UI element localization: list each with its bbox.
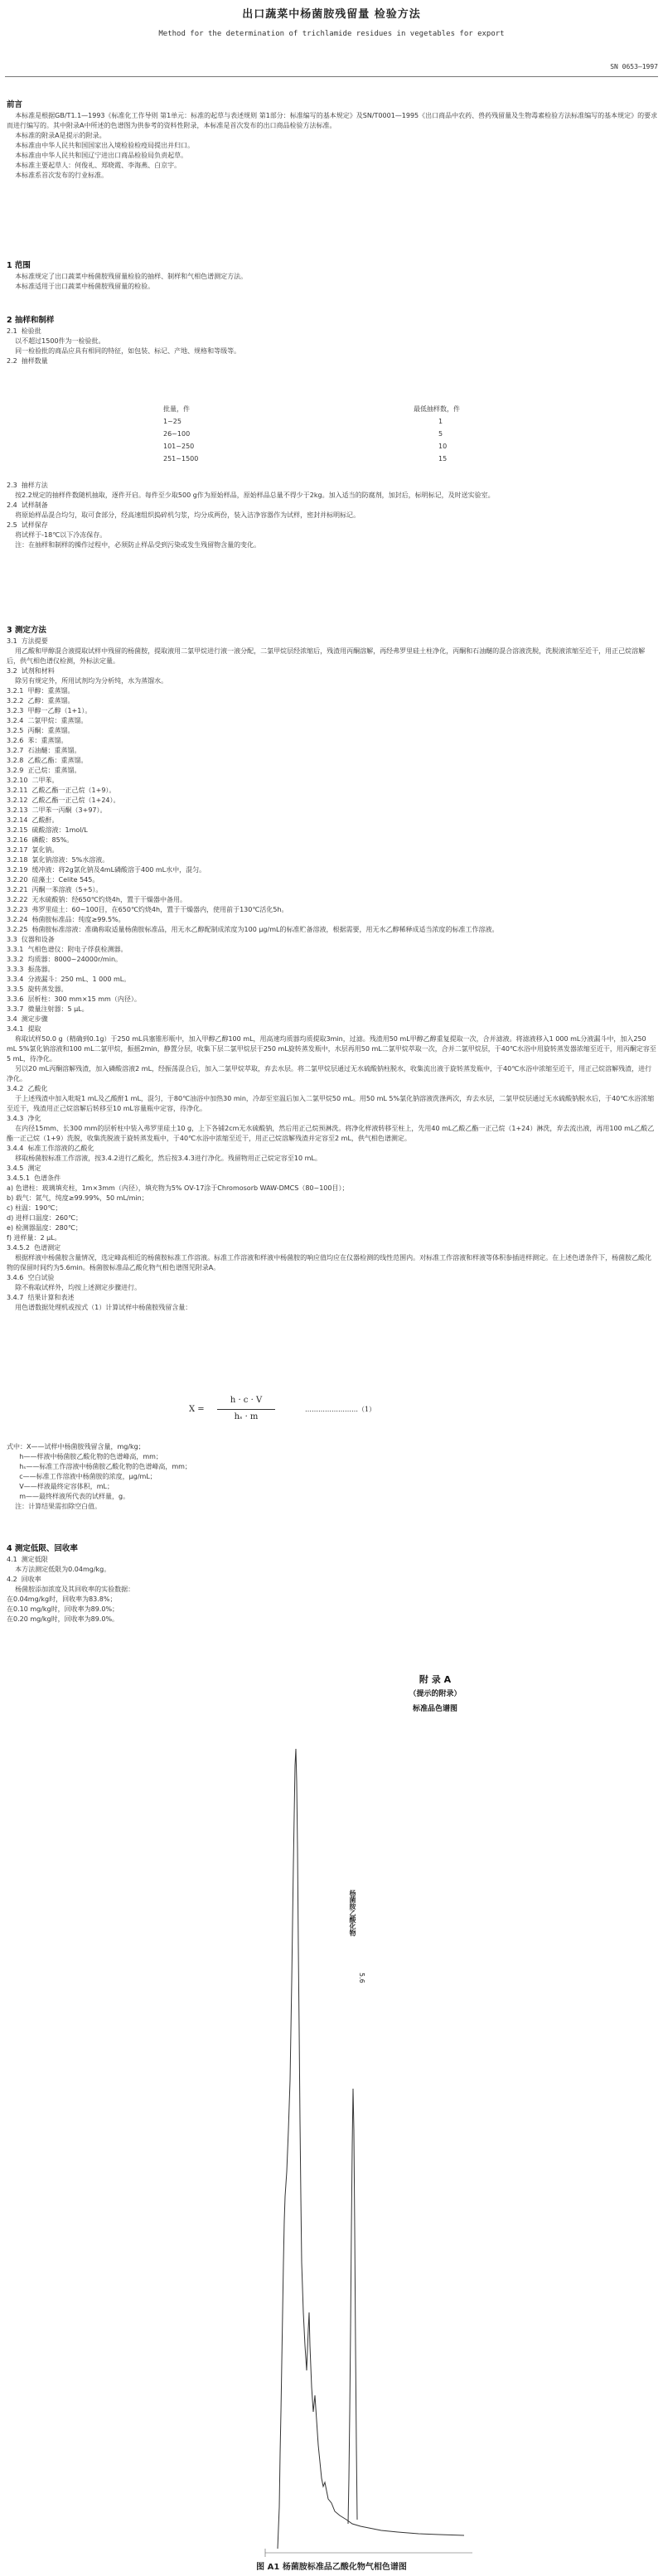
section-2-body-continued: 2.3 抽样方法 按2.2规定的抽样件数随机抽取，逐件开启。每件至少取500 g作为原始样品，原始样品总量不得少于2kg。加入适当的防腐剂，加封后，标明标记，及时送实验室。 2.4 试样制备 将原始样品混合均匀，取可食部分，经高速组织捣碎机匀浆，均分成两份，装入洁净容器作为试样，密封并标明标记。 2.5 试样保存 将试样于-18℃以下冷冻保存。 注：在抽样和制样的操作过程中，必须防止样品受到污染或发生残留物含量的变化。 — [7, 482, 495, 549]
formula-lhs: X = — [189, 1405, 205, 1414]
annex-note: （提示的附录） — [409, 1690, 462, 1698]
fraction-bar — [217, 1409, 275, 1410]
sampling-table — [162, 402, 510, 466]
formula-denominator: hₛ · m — [234, 1412, 259, 1421]
chromatogram — [249, 1732, 547, 2557]
document-title: 出口蔬菜中杨菌胺残留量 检验方法 — [242, 8, 421, 21]
section-4-heading: 4 测定低限、回收率 — [7, 1544, 78, 1553]
table-cell: 5 — [438, 430, 443, 438]
standard-number: SN 0653—1997 — [610, 63, 658, 70]
figure-caption: 图 A1 杨菌胺标准品乙酸化物气相色谱图 — [256, 2563, 407, 2572]
table-cell: 15 — [438, 455, 448, 462]
section-2-heading: 2 抽样和制样 — [7, 316, 55, 325]
foreword-body: 本标准是根据GB/T1.1—1993《标准化工作导则 第1单元：标准的起草与表述规则 第1部分：标准编写的基本规定》及SN/T0001—1995《出口商品中农药、兽药残留量及生物毒素检验方法标准编写的基本规定》的要求而进行编写的。其中附录A中所述的色谱图为供参考的资料性附录，本标准是首次发布的出口商品检验方法标准。 本标准的附录A是提示的附录。 本标准由中华人民共和国国家出入境检验检疫局提出并归口。 本标准由中华人民共和国辽宁进出口商品检验局负责起草。 本标准主要起草人：何俊礼、郑晓霞、李海燕、白京宇。 本标准系首次发布的行业标准。 — [7, 112, 658, 179]
section-2-body: 2.1 检验批 以不超过1500件为一检验批。 同一检验批的商品应具有相同的特征，如包装、标记、产地、规格和等级等。 2.2 抽样数量 — [7, 327, 241, 365]
variable-definitions: 式中：X——试样中杨菌胺残留含量，mg/kg； h——样液中杨菌胺乙酸化物的色谱峰高，mm； hₛ——标准工作溶液中杨菌胺乙酸化物的色谱峰高，mm； c——标准工作溶液中杨菌胺的浓度，μg/mL； V——样液最终定容体积，mL； m——最终样液所代表的试样量，g。 注：计算结果需扣除空白值。 — [7, 1443, 191, 1510]
section-3-body: 3.1 方法提要 用乙酸和甲醇混合液提取试样中残留的杨菌胺，提取液用二氯甲烷进行液一液分配，二氯甲烷层经浓缩后，残渣用丙酮溶解，再经弗罗里硅土柱净化，丙酮和石油醚的混合溶液洗脱，洗脱液浓缩至近干，用正己烷溶解后，供气相色谱仪检测，外标法定量。 3.2 试剂和材料 除另有规定外，所用试剂均为分析纯，水为蒸馏水。 3.2.1 甲醇：重蒸馏。 3.2.2 乙醇：重蒸馏。 3.2.3 甲醇一乙醇（1+1）。 3.2.4 二氯甲烷：重蒸馏。 3.2.5 丙酮：重蒸馏。 3.2.6 苯：重蒸馏。 3.2.7 石油醚：重蒸馏。 3.2.8 乙酸乙酯：重蒸馏。 3.2.9 正己烷：重蒸馏。 3.2.10 二甲苯。 3.2.11 乙酸乙酯一正己烷（1+9）。 3.2.12 乙酸乙酯一正己烷（1+24）。 3.2.13 二甲苯一丙酮（3+97）。 3.2.14 乙酸酐。 3.2.15 硫酸溶液：1mol/L 3.2.16 磷酸：85%。 3.2.17 氯化钠。 3.2.18 氯化钠溶液：5%水溶液。 3.2.19 缓冲液：将2g氯化钠及4mL磷酸溶于400 mL水中，混匀。 3.2.20 硅藻土：Celite 545。 3.2.21 丙酮一苯溶液（5+5）。 3.2.22 无水硫酸钠：经650℃灼烧4h，置于干燥器中备用。 3.2.23 弗罗里硅土：60~100目，在650℃灼烧4h，置于干燥器内，使用前于130℃活化5h。 3.2.24 杨菌胺标准品：纯度≥99.5%。 3.2.25 杨菌胺标准溶液：准确称取适量杨菌胺标准品，用无水乙醇配制成浓度为100 μg/mL的标准贮备溶液，根据需要，用无水乙醇稀释成适当浓度的标准工作溶液。 3.3 仪器和设备 3.3.1 气相色谱仪：附电子俘获检测器。 3.3.2 均质器：8000~24000r/min。 3.3.3 振荡器。 3.3.4 分液漏斗：250 mL、1 000 mL。 3.3.5 旋转蒸发器。 3.3.6 层析柱：300 mm×15 mm（内径）。 3.3.7 微量注射器：5 μL。 3.4 测定步骤 3.4.1 提取 称取试样50.0 g（精确到0.1g）于250 mL具塞锥形瓶中，加入甲醇乙醇100 mL，用高速均质器均质提取3min，过滤。残渣用50 mL甲醇乙醇重复提取一次，合并滤液。将滤液移入1 000 mL分液漏斗中，加入250 mL 5%氯化钠溶液和100 mL二氯甲烷，振摇2min，静置分层，收集下层二氯甲烷层于250 mL旋转蒸发瓶中，水层再用50 mL二氯甲烷萃取一次，合并二氯甲烷层，于40℃水浴中用旋转蒸发器浓缩至近干，用丙酮定容至5 mL，待净化。 另以20 mL丙酮溶解残渣，加入磷酸溶液2 mL，经振荡混合后，加入二氯甲烷萃取，弃去水层。将二氯甲烷层通过无水硫酸钠柱脱水，收集流出液于旋转蒸发瓶中，于40℃水浴中浓缩至近干，用正己烷溶解残渣，进行净化。 3.4.2 乙酸化 于上述残渣中加入吡啶1 mL及乙酸酐1 mL，混匀，于80℃油浴中加热30 min，冷却至室温后加入二氯甲烷50 mL。用50 mL 5%氯化钠溶液洗涤两次，弃去水层，二氯甲烷层通过无水硫酸钠脱水后，于40℃水浴浓缩至近干，残渣用正己烷溶解后转移至10 mL容量瓶中定容，待净化。 3.4.3 净化 在内径15mm、长300 mm的层析柱中装入弗罗里硅土10 g，上下各铺2cm无水硫酸钠，然后用正己烷预淋洗。将净化样液转移至柱上，先用40 mL乙酸乙酯一正己烷（1+24）淋洗，弃去流出液，再用100 mL乙酸乙酯一正己烷（1+9）洗脱，收集洗脱液于旋转蒸发瓶中，于40℃水浴中浓缩至近干，用正己烷溶解残渣并定容至2 mL，供气相色谱测定。 3.4.4 标准工作溶液的乙酸化 移取杨菌胺标准工作溶液，按3.4.2进行乙酸化，然后按3.4.3进行净化。残留物用正己烷定容至10 mL。 3.4.5 测定 3.4.5.1 色谱条件 a) 色谱柱：玻璃填充柱，1m×3mm（内径），填充物为5% OV-17涂于Chromosorb WAW-DMCS（80~100目）； b) 载气：氮气，纯度≥99.99%，50 mL/min； c) 柱温：190℃； d) 进样口温度：260℃； e) 检测器温度：280℃； f) 进样量：2 μL。 3.4.5.2 色谱测定 根据样液中杨菌胺含量情况，选定峰高相近的杨菌胺标准工作溶液。标准工作溶液和样液中杨菌胺的响应值均应在仪器检测的线性范围内。对标准工作溶液和样液等体积参插进样测定。在上述色谱条件下，杨菌胺乙酸化物的保留时间约为5.6min。杨菌胺标准品乙酸化物气相色谱图见附录A。 3.4.6 空白试验 除不称取试样外，均按上述测定步骤进行。 3.4.7 结果计算和表述 用色谱数据处理机或按式（1）计算试样中杨菌胺残留含量： — [7, 637, 656, 1311]
document-title-english: Method for the determination of trichlamide residues in vegetables for export — [158, 30, 505, 38]
annex-subtitle: 标准品色谱图 — [412, 1705, 457, 1713]
peak-label: 杨菌胺乙酸化物 — [349, 1890, 356, 1936]
section-1-body: 本标准规定了出口蔬菜中杨菌胺残留量检验的抽样、制样和气相色谱测定方法。 本标准适用于出口蔬菜中杨菌胺残留量的检验。 — [15, 273, 248, 290]
table-cell: 1~25 — [163, 418, 181, 425]
table-header-cell: 批量，件 — [163, 405, 190, 413]
table-cell: 26~100 — [163, 430, 191, 438]
table-cell: 10 — [438, 443, 448, 450]
formula-numerator: h · c · V — [230, 1396, 263, 1405]
retention-time-label: 5.6 — [358, 1973, 365, 1983]
table-cell: 101~250 — [163, 443, 195, 450]
table-header-cell: 最低抽样数，件 — [414, 405, 460, 413]
header-rule — [5, 76, 658, 77]
section-3-heading: 3 测定方法 — [7, 626, 46, 635]
table-row — [163, 453, 508, 464]
annex-label: 附 录 A — [419, 1674, 452, 1685]
chromatogram-trace — [278, 1749, 464, 2549]
table-header-row — [163, 404, 508, 414]
formula-equation-number: ……………………（1） — [305, 1406, 376, 1413]
table-row — [163, 441, 508, 452]
foreword-heading: 前言 — [7, 100, 23, 109]
table-cell: 251~1500 — [163, 455, 199, 462]
formula — [189, 1396, 446, 1427]
peak-trichlamide — [348, 2089, 357, 2524]
table-cell: 1 — [438, 418, 443, 425]
section-4-body: 4.1 测定低限 本方法测定低限为0.04mg/kg。 4.2 回收率 杨菌胺添加浓度及其回收率的实验数据： 在0.04mg/kg时，回收率为83.8%； 在0.10 mg/kg时，回收率为89.0%； 在0.20 mg/kg时，回收率为89.0%。 — [7, 1556, 135, 1623]
section-1-heading: 1 范围 — [7, 261, 31, 270]
table-row — [163, 429, 508, 439]
table-row — [163, 416, 508, 427]
